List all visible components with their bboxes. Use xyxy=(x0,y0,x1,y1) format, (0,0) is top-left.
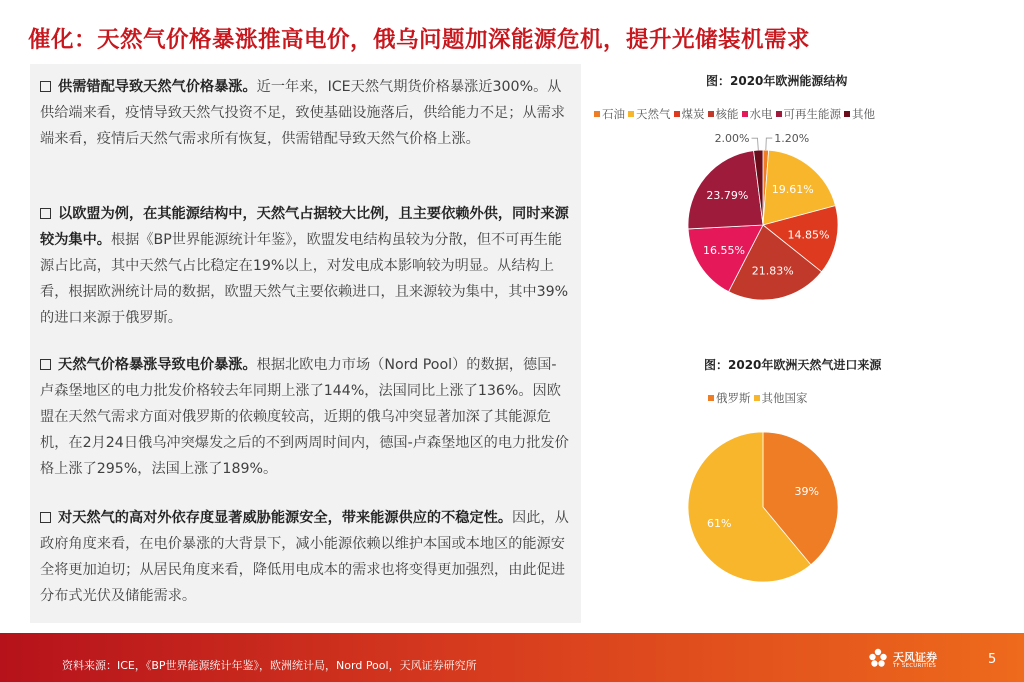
legend-label: 俄罗斯 xyxy=(716,391,751,405)
legend-swatch xyxy=(708,395,714,401)
legend-label: 水电 xyxy=(749,107,773,121)
legend-label: 核能 xyxy=(715,107,739,121)
pie-data-label: 23.79% xyxy=(706,189,749,203)
footer-source: 资料来源：ICE，《BP世界能源统计年鉴》，欧洲统计局，Nord Pool，天风证券研究所 xyxy=(62,659,477,672)
legend-item xyxy=(594,106,625,122)
checkbox-bullet-icon xyxy=(40,81,51,92)
legend-swatch xyxy=(674,111,680,117)
legend-swatch xyxy=(594,111,600,117)
legend-label: 可再生能源 xyxy=(783,107,841,121)
bullet-4-highlight: 对天然气的高对外依存度显著威胁能源安全，带来能源供应的不稳定性。 xyxy=(58,510,513,526)
bullet-1-text: 近一年来，ICE天然气期货价格暴涨近300%。从供给端来看，疫情导致天然气投资不足，致使基础设施落后，供给能力不足；从需求端来看，疫情后天然气需求所有恢复，供需错配导致天然气价格上涨。 xyxy=(40,79,565,147)
chart-2-title: 图：2020年欧洲天然气进口来源 xyxy=(704,358,882,372)
chart-1-legend xyxy=(594,106,878,122)
checkbox-bullet-icon xyxy=(40,512,51,523)
bullet-4-text: 因此，从政府角度来看，在电价暴涨的大背景下，减小能源依赖以维护本国或本地区的能源安全将更加迫切；从居民角度来看，降低用电成本的需求也将变得更加强烈，由此促进分布式光伏及储能需求。 xyxy=(40,510,569,604)
bullet-2-text: 根据《BP世界能源统计年鉴》，欧盟发电结构虽较为分散，但不可再生能源占比高，其中天然气占比稳定在19%以上，对发电成本影响较为明显。从结构上看，根据欧洲统计局的数据，欧盟天然气主要依赖进口，且来源较为集中，其中39%的进口来源于俄罗斯。 xyxy=(40,232,569,326)
bullet-3-text: 根据北欧电力市场（Nord Pool）的数据，德国-卢森堡地区的电力批发价格较去年同期上涨了144%，法国同比上涨了136%。因欧盟在天然气需求方面对俄罗斯的依赖度较高，近期的俄乌冲突显著加深了其能源危机，在2月24日俄乌冲突爆发之后的不到两周时间内，德国-卢森堡地区的电力批发价格上涨了295%，法国上涨了189%。 xyxy=(40,357,569,477)
legend-label: 其他 xyxy=(852,107,875,121)
legend-swatch xyxy=(844,111,850,117)
bullet-3 xyxy=(40,352,570,482)
legend-swatch xyxy=(742,111,748,117)
page-number: 5 xyxy=(988,652,997,667)
legend-item xyxy=(742,106,773,122)
chart-2-pie xyxy=(688,432,838,582)
pie-data-label: 14.85% xyxy=(787,228,830,242)
legend-label: 其他国家 xyxy=(761,391,808,405)
legend-item xyxy=(708,106,739,122)
checkbox-bullet-icon xyxy=(40,359,51,370)
pie-data-label: 21.83% xyxy=(751,264,794,278)
legend-item xyxy=(708,390,751,406)
page-title: 催化：天然气价格暴涨推高电价，俄乌问题加深能源危机，提升光储装机需求 xyxy=(28,27,811,53)
company-logo xyxy=(866,646,942,672)
chart-1-title: 图：2020年欧洲能源结构 xyxy=(706,74,848,88)
pie-data-label: 19.61% xyxy=(771,183,814,197)
legend-swatch xyxy=(708,111,714,117)
pie-data-label: 1.20% xyxy=(774,132,810,146)
text-panel xyxy=(30,64,581,623)
chart-2-legend xyxy=(708,390,811,406)
bullet-1-highlight: 供需错配导致天然气价格暴涨。 xyxy=(58,79,257,95)
legend-swatch xyxy=(754,395,760,401)
legend-label: 天然气 xyxy=(636,107,671,121)
legend-label: 石油 xyxy=(602,107,625,121)
pie-leader-line xyxy=(752,138,759,150)
checkbox-bullet-icon xyxy=(40,208,51,219)
legend-item xyxy=(776,106,842,122)
bullet-2-highlight: 以欧盟为例，在其能源结构中，天然气占据较大比例，且主要依赖外供，同时来源较为集中。 xyxy=(40,206,569,248)
legend-item xyxy=(674,106,705,122)
legend-item xyxy=(844,106,875,122)
pie-data-label: 39% xyxy=(794,485,819,499)
bullet-4 xyxy=(40,505,570,609)
bullet-3-highlight: 天然气价格暴涨导致电价暴涨。 xyxy=(58,357,257,373)
pie-data-label: 16.55% xyxy=(702,244,745,258)
legend-item xyxy=(628,106,671,122)
legend-swatch xyxy=(628,111,634,117)
chart-1-pie xyxy=(688,132,838,300)
bullet-2 xyxy=(40,201,570,331)
pie-leader-line xyxy=(766,138,772,150)
pie-data-label: 61% xyxy=(707,516,732,530)
legend-item xyxy=(754,390,808,406)
logo-name: 天风证券 xyxy=(893,651,937,664)
pie-data-label: 2.00% xyxy=(714,132,750,146)
legend-label: 煤炭 xyxy=(681,107,705,121)
logo-flower-icon xyxy=(866,646,890,670)
logo-subtitle: TF SECURITIES xyxy=(893,663,937,669)
bullet-1 xyxy=(40,74,570,152)
legend-swatch xyxy=(776,111,782,117)
